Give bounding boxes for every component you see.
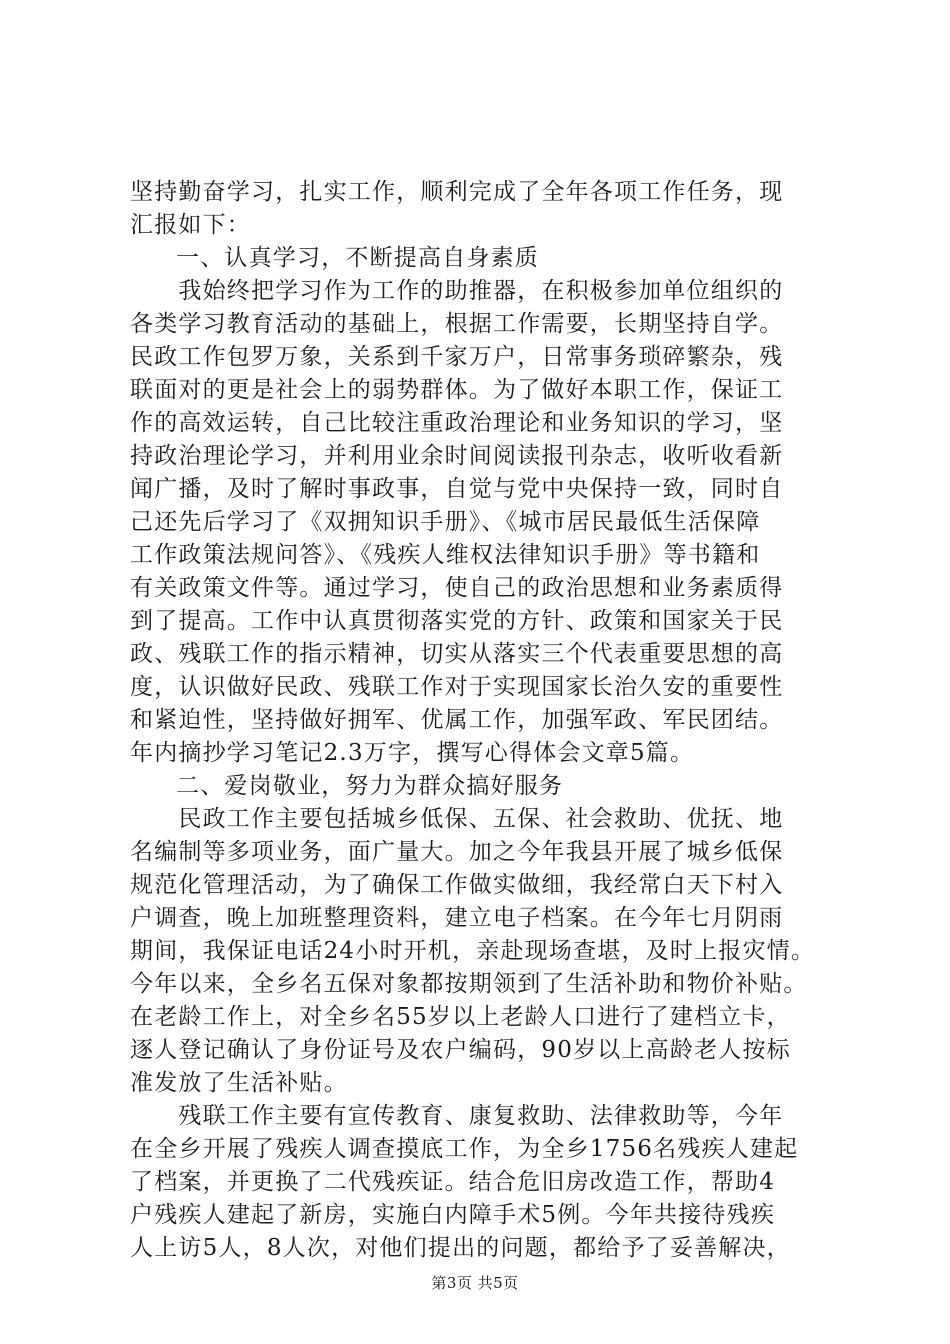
- text-line: 名编制等多项业务，面广量大。加之今年我县开展了城乡低保: [130, 839, 784, 865]
- text-line: 作的高效运转，自己比较注重政治理论和业务知识的学习，坚: [130, 410, 784, 436]
- text-line: 我始终把学习作为工作的助推器，在积极参加单位组织的: [130, 278, 784, 304]
- text-line: 户调查，晚上加班整理资料，建立电子档案。在今年七月阴雨: [130, 905, 784, 931]
- text-line: 到了提高。工作中认真贯彻落实党的方针、政策和国家关于民: [130, 608, 784, 634]
- text-line: 今年以来，全乡名五保对象都按期领到了生活补助和物价补贴。: [130, 971, 808, 997]
- section-heading: 二、爱岗敬业，努力为群众搞好服务: [176, 773, 564, 799]
- text-line: 残联工作主要有宣传教育、康复救助、法律救助等，今年: [130, 1103, 784, 1129]
- text-line: 和紧迫性，坚持做好拥军、优属工作，加强军政、军民团结。: [130, 707, 784, 733]
- text-line: 逐人登记确认了身份证号及农户编码，90岁以上高龄老人按标: [130, 1037, 791, 1063]
- text-line: 工作政策法规问答》、《残疾人维权法律知识手册》等书籍和: [130, 542, 761, 568]
- text-line: 各类学习教育活动的基础上，根据工作需要，长期坚持自学。: [130, 311, 784, 337]
- text-line: 了档案，并更换了二代残疾证。结合危旧房改造工作，帮助4: [130, 1169, 776, 1195]
- text-line: 在老龄工作上，对全乡名55岁以上老龄人口进行了建档立卡，: [130, 1004, 791, 1030]
- text-line: 在全乡开展了残疾人调查摸底工作，为全乡1756名残疾人建起: [130, 1136, 799, 1162]
- text-line: 坚持勤奋学习，扎实工作，顺利完成了全年各项工作任务，现: [130, 179, 784, 205]
- text-line: 政、残联工作的指示精神，切实从落实三个代表重要思想的高: [130, 641, 784, 667]
- page-footer: 第3页 共5页: [431, 1274, 519, 1292]
- text-line: 闻广播，及时了解时事政事，自觉与党中央保持一致，同时自: [130, 476, 784, 502]
- text-line: 有关政策文件等。通过学习，使自己的政治思想和业务素质得: [130, 575, 784, 601]
- text-line: 持政治理论学习，并利用业余时间阅读报刊杂志，收听收看新: [130, 443, 784, 469]
- document-body: [130, 176, 830, 1265]
- text-line: 年内摘抄学习笔记2.3万字，撰写心得体会文章5篇。: [130, 740, 695, 766]
- text-line: 民政工作主要包括城乡低保、五保、社会救助、优抚、地: [130, 806, 784, 832]
- text-line: 度，认识做好民政、残联工作对于实现国家长治久安的重要性: [130, 674, 784, 700]
- section-heading: 一、认真学习，不断提高自身素质: [176, 245, 539, 271]
- text-line: 规范化管理活动，为了确保工作做实做细，我经常白天下村入: [130, 872, 784, 898]
- text-line: 联面对的更是社会上的弱势群体。为了做好本职工作，保证工: [130, 377, 784, 403]
- text-line: 汇报如下：: [130, 212, 251, 238]
- text-line: 己还先后学习了《双拥知识手册》、《城市居民最低生活保障: [130, 509, 761, 535]
- text-line: 民政工作包罗万象，关系到千家万户，日常事务琐碎繁杂，残: [130, 344, 784, 370]
- text-line: 期间，我保证电话24小时开机，亲赴现场查堪，及时上报灾情。: [130, 938, 816, 964]
- text-line: 准发放了生活补贴。: [130, 1070, 348, 1096]
- text-line: 人上访5人，8人次，对他们提出的问题，都给予了妥善解决，: [130, 1235, 791, 1261]
- text-line: 户残疾人建起了新房，实施白内障手术5例。今年共接待残疾: [130, 1202, 776, 1228]
